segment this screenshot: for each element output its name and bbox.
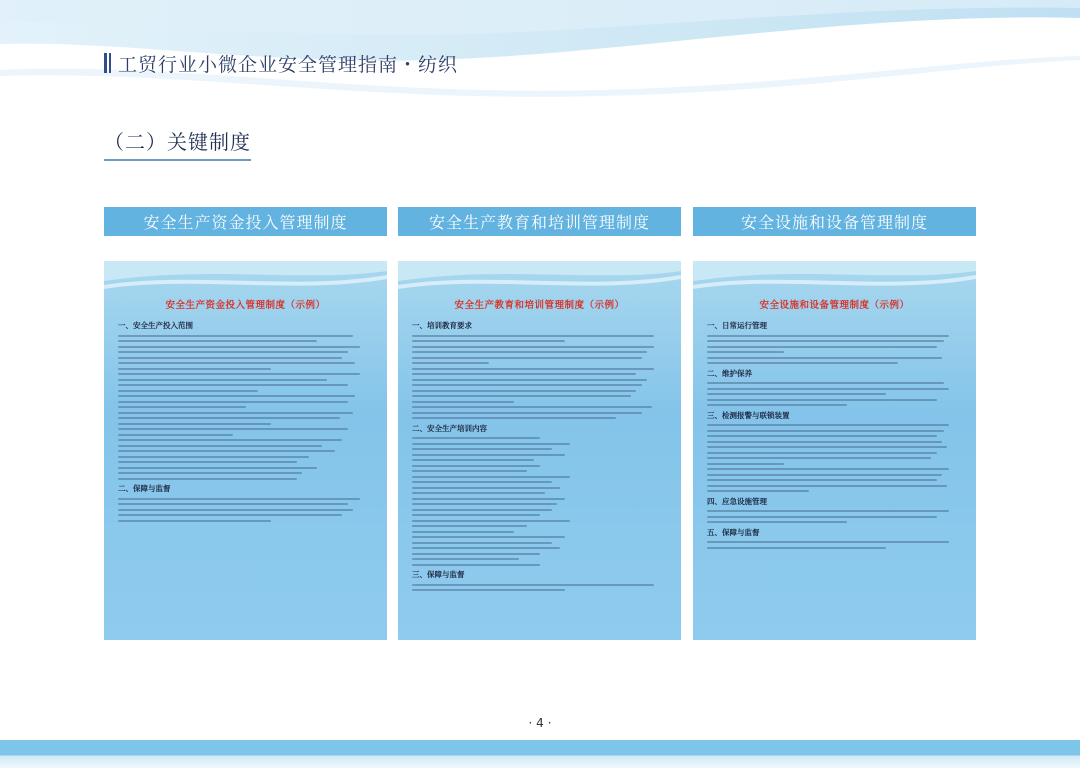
card-wave-decoration (693, 261, 976, 301)
section-heading: （二）关键制度 (104, 126, 251, 161)
card-wave-decoration (104, 261, 387, 301)
document-text-line (412, 481, 552, 483)
document-text-line (707, 490, 809, 492)
document-text-line (118, 434, 233, 436)
document-text-line (707, 404, 847, 406)
document-text-line (412, 498, 565, 500)
document-text-line (707, 362, 898, 364)
document-section-heading: 二、安全生产培训内容 (412, 423, 487, 433)
header-title: 工贸行业小微企业安全管理指南・纺织 (118, 54, 459, 76)
document-text-line (118, 395, 355, 397)
document-text-line (707, 452, 937, 454)
document-text-line (412, 503, 557, 505)
document-text-line (412, 459, 534, 461)
footer-band-decoration (0, 740, 1080, 768)
document-section-heading: 四、应急设施管理 (707, 496, 767, 506)
column-header-education-training: 安全生产教育和培训管理制度 (398, 207, 681, 236)
document-text-line (707, 346, 937, 348)
document-text-line (118, 346, 360, 348)
document-text-line (412, 558, 519, 560)
document-text-line (412, 417, 616, 419)
document-text-line (118, 401, 348, 403)
document-text-line (118, 417, 340, 419)
column-header-capital-investment: 安全生产资金投入管理制度 (104, 207, 387, 236)
document-text-line (118, 373, 360, 375)
document-text-line (412, 465, 540, 467)
document-text-line (118, 450, 335, 452)
document-text-line (412, 406, 652, 408)
document-text-line (118, 351, 348, 353)
document-text-line (412, 536, 565, 538)
document-text-line (118, 472, 302, 474)
card-wave-decoration (398, 261, 681, 301)
document-title: 安全设施和设备管理制度（示例） (759, 300, 910, 311)
document-text-line (412, 373, 636, 375)
document-text-line (118, 503, 348, 505)
document-text-line (118, 368, 271, 370)
document-text-line (707, 399, 937, 401)
document-text-line (118, 509, 353, 511)
document-text-line (412, 487, 560, 489)
document-text-line (118, 520, 271, 522)
document-text-line (118, 357, 342, 359)
document-text-line (707, 516, 937, 518)
document-text-line (412, 357, 642, 359)
document-text-line (707, 446, 947, 448)
document-text-line (707, 457, 931, 459)
document-text-line (707, 485, 947, 487)
document-text-line (412, 448, 552, 450)
document-text-line (707, 521, 847, 523)
document-text-line (412, 542, 552, 544)
document-text-line (412, 362, 489, 364)
document-card-facilities-equipment (693, 261, 976, 640)
document-text-line (118, 478, 297, 480)
document-text-line (707, 441, 942, 443)
document-text-line (118, 379, 327, 381)
document-text-line (412, 368, 654, 370)
document-text-line (412, 509, 552, 511)
document-text-line (707, 357, 942, 359)
document-text-line (707, 435, 937, 437)
document-text-line (412, 492, 545, 494)
document-text-line (707, 335, 949, 337)
document-section-heading: 三、检测报警与联锁装置 (707, 410, 790, 420)
document-text-line (118, 461, 297, 463)
document-section-heading: 二、维护保养 (707, 368, 752, 378)
document-text-line (707, 479, 937, 481)
document-card-education-training (398, 261, 681, 640)
document-text-line (118, 423, 271, 425)
document-text-line (707, 388, 949, 390)
document-text-line (707, 351, 784, 353)
document-text-line (412, 547, 560, 549)
document-text-line (412, 384, 642, 386)
document-text-line (412, 520, 570, 522)
document-section-heading: 一、日常运行管理 (707, 321, 767, 330)
document-text-line (707, 463, 784, 465)
document-title: 安全生产资金投入管理制度（示例） (165, 300, 326, 311)
document-text-line (412, 454, 565, 456)
header-accent-bar (104, 53, 111, 73)
document-text-line (118, 456, 309, 458)
document-text-line (118, 335, 353, 337)
document-body (398, 311, 681, 591)
document-text-line (707, 424, 949, 426)
document-text-line (707, 547, 886, 549)
document-body (104, 311, 387, 522)
column-header-facilities-equipment: 安全设施和设备管理制度 (693, 207, 976, 236)
document-text-line (118, 428, 348, 430)
document-text-line (707, 340, 944, 342)
document-section-heading: 一、安全生产投入范围 (118, 321, 193, 330)
document-text-line (118, 406, 246, 408)
document-text-line (118, 445, 322, 447)
document-text-line (412, 412, 642, 414)
document-text-line (118, 514, 342, 516)
document-text-line (412, 340, 565, 342)
document-text-line (118, 439, 342, 441)
document-text-line (118, 498, 360, 500)
document-text-line (707, 393, 886, 395)
document-text-line (707, 474, 942, 476)
document-text-line (707, 468, 949, 470)
document-text-line (412, 525, 527, 527)
document-text-line (707, 430, 944, 432)
document-text-line (118, 340, 317, 342)
document-text-line (412, 553, 540, 555)
document-text-line (118, 362, 355, 364)
document-text-line (412, 390, 636, 392)
document-text-line (707, 510, 949, 512)
document-text-line (412, 335, 654, 337)
document-body (693, 311, 976, 549)
document-title: 安全生产教育和培训管理制度（示例） (454, 300, 625, 311)
document-text-line (118, 412, 353, 414)
document-section-heading: 五、保障与监督 (707, 527, 760, 537)
document-text-line (412, 351, 647, 353)
document-text-line (412, 401, 514, 403)
document-text-line (412, 346, 654, 348)
document-section-heading: 一、培训教育要求 (412, 321, 472, 330)
document-section-heading: 二、保障与监督 (118, 484, 171, 493)
document-text-line (412, 584, 654, 586)
document-text-line (412, 395, 631, 397)
document-text-line (707, 541, 949, 543)
document-text-line (412, 514, 540, 516)
document-text-line (412, 531, 514, 533)
document-text-line (412, 476, 570, 478)
document-text-line (412, 443, 570, 445)
document-text-line (412, 470, 527, 472)
page-number: · 4 · (528, 716, 552, 730)
document-text-line (412, 564, 540, 566)
document-text-line (412, 437, 540, 439)
document-text-line (412, 589, 565, 591)
document-text-line (118, 384, 348, 386)
document-text-line (412, 379, 647, 381)
document-text-line (707, 382, 944, 384)
document-text-line (118, 467, 317, 469)
document-card-capital-investment (104, 261, 387, 640)
document-section-heading: 三、保障与监督 (412, 570, 465, 579)
document-text-line (118, 390, 258, 392)
